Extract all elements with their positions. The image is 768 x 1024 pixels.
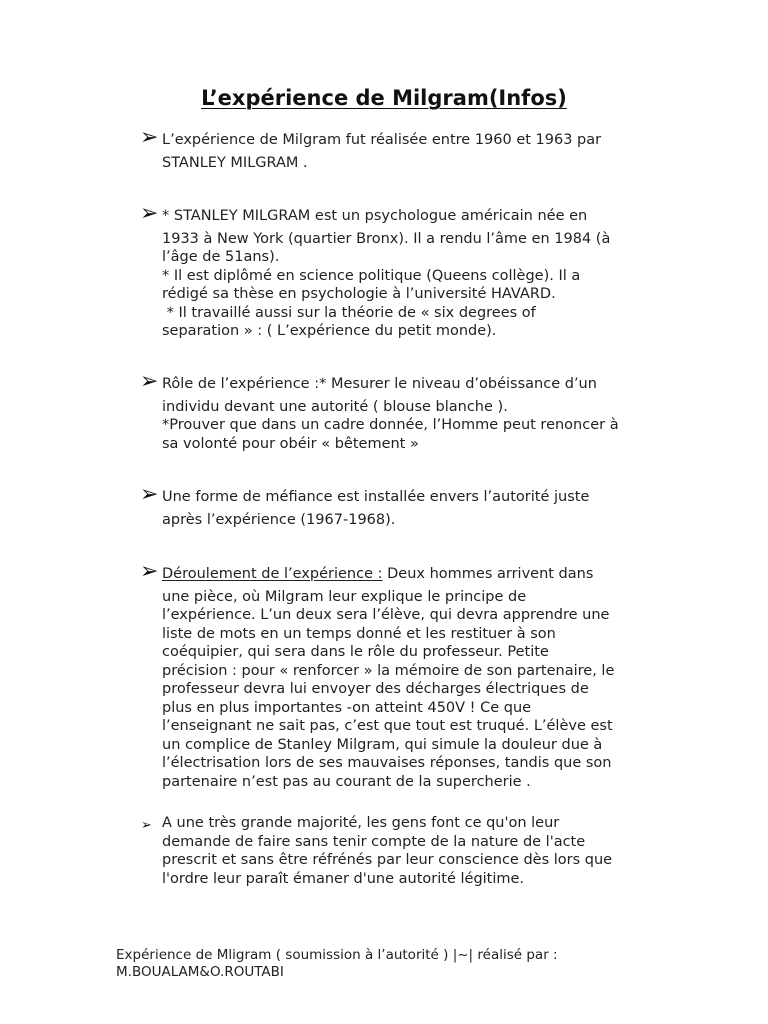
item-line: l'ordre leur paraît émaner d'une autorité légitime. xyxy=(162,870,525,887)
arrowhead-bullet-icon: ➢ xyxy=(140,559,159,584)
arrowhead-bullet-icon: ➢ xyxy=(140,482,159,507)
section-heading: Déroulement de l’expérience : xyxy=(162,566,383,582)
item-line: plus en plus importantes -on atteint 450V ! Ce que xyxy=(162,699,532,716)
item-line: * STANLEY MILGRAM est un psychologue américain née en xyxy=(162,208,588,224)
item-line: *Prouver que dans un cadre donnée, l’Homme peut renoncer à xyxy=(162,417,619,433)
footer-line: Expérience de Mligram ( soumission à l’autorité ) |~| réalisé par : xyxy=(116,947,558,963)
bullet-item-6 xyxy=(140,814,660,888)
item-line: coéquipier, qui sera dans le rôle du professeur. Petite xyxy=(162,644,549,660)
item-line: l’enseignant ne sait pas, c’est que tout est truqué. L’élève est xyxy=(162,718,613,734)
bullet-item-2 xyxy=(140,201,660,341)
item-line: A une très grande majorité, les gens font ce qu'on leur xyxy=(162,815,560,831)
bullet-item-4 xyxy=(140,482,660,529)
item-line: STANLEY MILGRAM . xyxy=(162,154,308,171)
item-line: Deux hommes arrivent dans xyxy=(382,566,594,582)
item-line: professeur devra lui envoyer des décharges électriques de xyxy=(162,681,589,697)
item-line: L’expérience de Milgram fut réalisée entre 1960 et 1963 par xyxy=(162,132,602,148)
bullet-item-3 xyxy=(140,369,660,453)
item-line: Rôle de l’expérience :* Mesurer le niveau d’obéissance d’un xyxy=(162,376,597,392)
item-line: partenaire n’est pas au courant de la supercherie . xyxy=(162,773,531,790)
bullet-item-5 xyxy=(140,559,660,791)
bullet-item-1 xyxy=(140,125,660,172)
arrowhead-bullet-icon: ➢ xyxy=(140,125,159,150)
item-line: liste de mots en un temps donné et les restituer à son xyxy=(162,625,556,642)
arrowhead-bullet-icon: ➢ xyxy=(141,818,152,833)
item-line: l’électrisation lors de ses mauvaises réponses, tandis que son xyxy=(162,755,612,771)
item-line: Une forme de méfiance est installée envers l’autorité juste xyxy=(162,489,590,505)
item-line: * Il est diplômé en science politique (Queens collège). Il a xyxy=(162,267,581,284)
item-line: * Il travaillé aussi sur la théorie de « six degrees of xyxy=(162,304,536,321)
page-title: L’expérience de Milgram(Infos) xyxy=(201,86,567,110)
item-line: rédigé sa thèse en psychologie à l’université HAVARD. xyxy=(162,286,556,302)
item-line: separation » : ( L’expérience du petit monde). xyxy=(162,323,497,339)
item-line: l’expérience. L’un deux sera l’élève, qui devra apprendre une xyxy=(162,607,610,623)
arrowhead-bullet-icon: ➢ xyxy=(140,201,159,226)
item-line: un complice de Stanley Milgram, qui simule la douleur due à xyxy=(162,736,603,753)
page-footer xyxy=(116,947,676,981)
item-line: 1933 à New York (quartier Bronx). Il a rendu l’âme en 1984 (à xyxy=(162,230,611,247)
footer-line: M.BOUALAM&O.ROUTABI xyxy=(116,964,284,980)
item-line-with-heading xyxy=(140,565,660,584)
item-line: l’âge de 51ans). xyxy=(162,249,280,265)
item-line: demande de faire sans tenir compte de la nature de l'acte xyxy=(162,833,586,850)
item-line: après l’expérience (1967-1968). xyxy=(162,511,396,528)
item-line: individu devant une autorité ( blouse blanche ). xyxy=(162,398,508,415)
arrowhead-bullet-icon: ➢ xyxy=(140,369,159,394)
item-line: une pièce, où Milgram leur explique le principe de xyxy=(162,588,527,605)
item-line: prescrit et sans être réfrénés par leur conscience dès lors que xyxy=(162,852,613,868)
item-line: sa volonté pour obéir « bêtement » xyxy=(162,435,419,452)
item-line: précision : pour « renforcer » la mémoire de son partenaire, le xyxy=(162,662,615,679)
